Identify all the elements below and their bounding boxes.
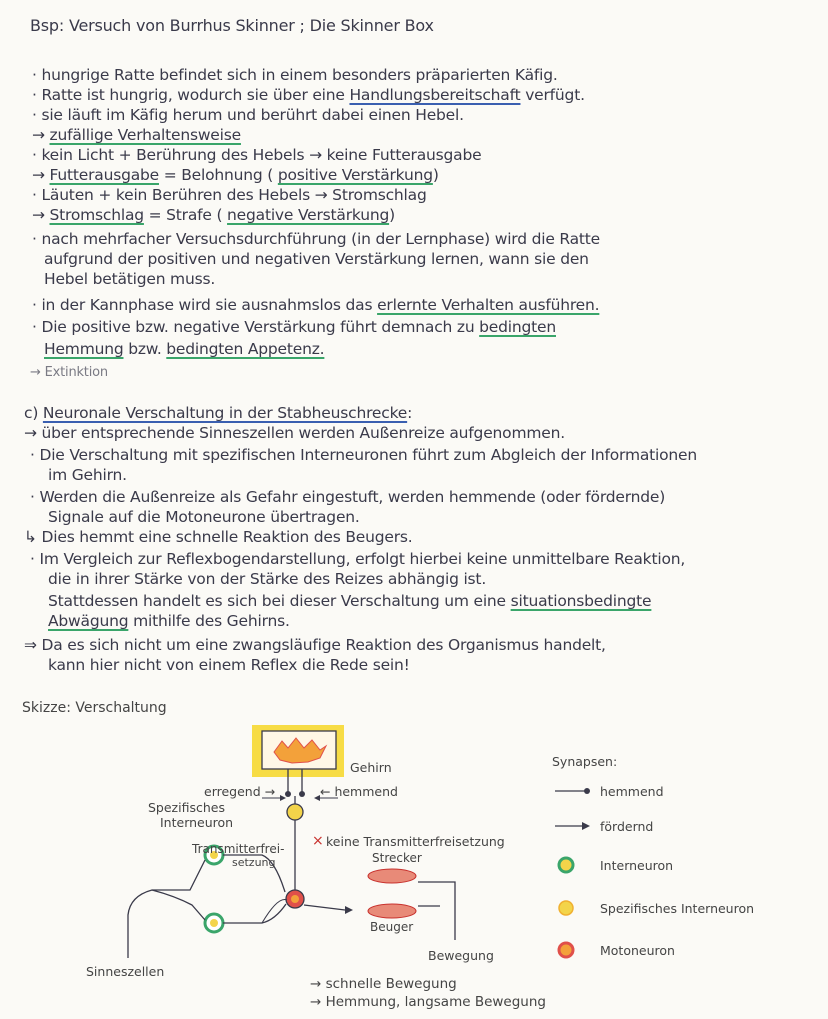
- example-prefix: Bsp:: [30, 16, 65, 35]
- legend-hemmend: hemmend: [600, 784, 664, 799]
- text-line: ↳ Dies hemmt eine schnelle Reaktion des Beugers.: [24, 528, 413, 546]
- legend-motoneuron: Motoneuron: [600, 943, 675, 958]
- label-hemmung: → Hemmung, langsame Bewegung: [310, 994, 546, 1010]
- label-keine-transmitter: keine Transmitterfreisetzung: [326, 834, 505, 849]
- title-separator: ;: [299, 16, 305, 35]
- text-line: → Futterausgabe = Belohnung ( positive Verstärkung): [32, 166, 439, 184]
- title-skinner-box: Die Skinner Box: [309, 16, 434, 35]
- extensor-muscle: [368, 869, 416, 883]
- text-line: Hemmung bzw. bedingten Appetenz.: [44, 340, 325, 358]
- text-line: · in der Kannphase wird sie ausnahmslos das erlernte Verhalten ausführen.: [32, 296, 600, 314]
- svg-text:×: ×: [312, 833, 324, 849]
- text-line: im Gehirn.: [48, 466, 127, 484]
- label-gehirn: Gehirn: [350, 760, 392, 775]
- text-line: · Werden die Außenreize als Gefahr eingestuft, werden hemmende (oder fördernde): [30, 488, 666, 506]
- label-erregend: erregend →: [204, 784, 276, 799]
- label-interneuron: Interneuron: [160, 815, 234, 830]
- text-line: ⇒ Da es sich nicht um eine zwangsläufige Reaktion des Organismus handelt,: [24, 636, 606, 654]
- page-title: [30, 17, 434, 35]
- text-line: · hungrige Ratte befindet sich in einem besonders präparierten Käfig.: [32, 66, 558, 84]
- text-line: Hebel betätigen muss.: [44, 270, 216, 288]
- sketch-title: Skizze: Verschaltung: [22, 700, 167, 716]
- text-line: · Die Verschaltung mit spezifischen Interneuronen führt zum Abgleich der Informationen: [30, 446, 698, 464]
- text-line: → Stromschlag = Strafe ( negative Verstärkung): [32, 206, 395, 224]
- flexor-muscle: [368, 904, 416, 918]
- title-skinner: Versuch von Burrhus Skinner: [68, 16, 295, 35]
- text-line: aufgrund der positiven und negativen Verstärkung lernen, wann sie den: [44, 250, 589, 268]
- label-schnelle-bewegung: → schnelle Bewegung: [310, 976, 457, 992]
- legend-motoneuron-symbol: [559, 943, 573, 957]
- legend-foerdernd: fördernd: [600, 819, 654, 834]
- label-transmitter: Transmitterfrei-: [192, 842, 285, 856]
- legend-specific-interneuron-symbol: [559, 901, 573, 915]
- text-line: kann hier nicht von einem Reflex die Rede sein!: [48, 656, 410, 674]
- specific-interneuron-node: [287, 804, 303, 820]
- movement-bracket: [418, 882, 455, 940]
- synapse-dot: [285, 791, 291, 797]
- text-line: → zufällige Verhaltensweise: [32, 126, 241, 144]
- label-hemmend: ← hemmend: [320, 784, 398, 799]
- text-line: · sie läuft im Käfig herum und berührt dabei einen Hebel.: [32, 106, 464, 124]
- text-line: → über entsprechende Sinneszellen werden Außenreize aufgenommen.: [24, 424, 565, 442]
- motor-axon: [304, 905, 345, 910]
- section-heading: c) Neuronale Verschaltung in der Stabheuschrecke:: [24, 404, 413, 422]
- text-line: · Läuten + kein Berühren des Hebels → Stromschlag: [32, 186, 427, 204]
- sensory-path: [128, 860, 205, 958]
- label-sinneszellen: Sinneszellen: [86, 964, 165, 979]
- text-line: Signale auf die Motoneurone übertragen.: [48, 508, 360, 526]
- text-line: · Die positive bzw. negative Verstärkung führt demnach zu bedingten: [32, 318, 556, 336]
- legend-specific-interneuron: Spezifisches Interneuron: [600, 901, 755, 916]
- text-line: · nach mehrfacher Versuchsdurchführung (in der Lernphase) wird die Ratte: [32, 230, 601, 248]
- legend-interneuron: Interneuron: [600, 858, 674, 873]
- text-line: · Ratte ist hungrig, wodurch sie über eine Handlungsbereitschaft verfügt.: [32, 86, 585, 104]
- label-setzung: setzung: [232, 856, 276, 869]
- label-beuger: Beuger: [370, 920, 414, 934]
- legend-interneuron-symbol: [559, 858, 573, 872]
- label-strecker: Strecker: [372, 851, 422, 865]
- synapse-dot: [299, 791, 305, 797]
- label-spezifisches: Spezifisches: [148, 800, 225, 815]
- text-line: · Im Vergleich zur Reflexbogendarstellung, erfolgt hierbei keine unmittelbare Reaktion,: [30, 550, 686, 568]
- text-line: Abwägung mithilfe des Gehirns.: [48, 612, 290, 630]
- text-line: die in ihrer Stärke von der Stärke des Reizes abhängig ist.: [48, 570, 487, 588]
- text-line: Stattdessen handelt es sich bei dieser Verschaltung um eine situationsbedingte: [48, 592, 652, 610]
- label-bewegung: Bewegung: [428, 948, 494, 963]
- legend-title: Synapsen:: [552, 754, 618, 769]
- text-line: · kein Licht + Berührung des Hebels → keine Futterausgabe: [32, 146, 482, 164]
- sketch-diagram: [0, 700, 828, 1019]
- extinction-note: → Extinktion: [30, 365, 108, 380]
